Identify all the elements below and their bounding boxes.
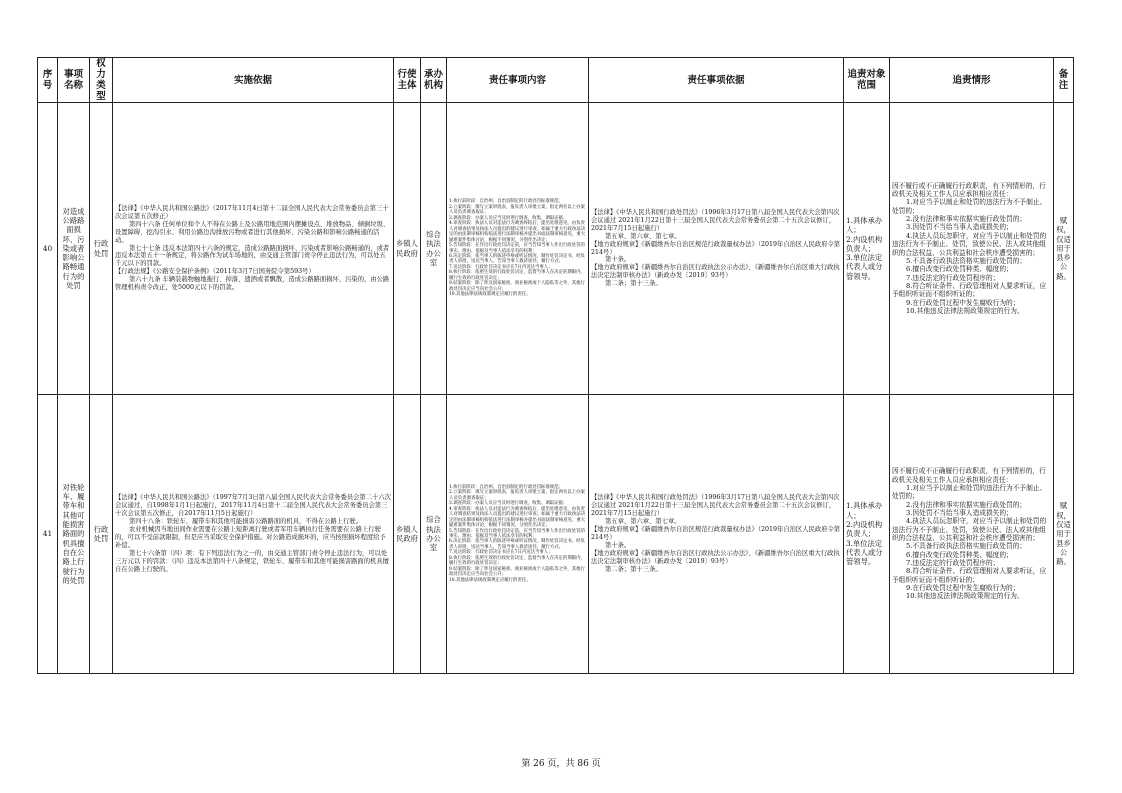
- liability-item: 1.对应当予以制止和处罚的违法行为不予制止、处罚的；: [892, 483, 1047, 501]
- liability-item: 2.没有法律和事实依据实施行政处罚的；: [906, 215, 1027, 224]
- target-text: 1.具体承办人； 2.内设机构负责人； 3.单位法定代表人或分管领导。: [846, 215, 883, 281]
- liability-item: 6.擅自改变行政处罚种类、幅度的；: [906, 550, 1013, 559]
- liability-item: 7.违反法定的行政处罚程序的；: [906, 273, 1000, 282]
- cell-target: [844, 103, 890, 395]
- cell-resp-content: [447, 395, 589, 674]
- table-row: [38, 103, 1074, 395]
- responsibility-table: [37, 57, 1074, 674]
- header-name: 事项名称: [58, 58, 90, 103]
- resp-basis-para: 第十条。: [605, 256, 631, 264]
- liability-item: 10.其他违反法律法规政策规定的行为。: [906, 592, 1024, 601]
- resp-step: 3.调查阶段：办案人员应当及时进行调查，收集、调取证据；: [449, 501, 568, 507]
- liability-item: 5.不具备行政执法资格实施行政处罚的；: [906, 542, 1027, 551]
- basis-para: 【法律】《中华人民共和国公路法》（2017年11月4日第十二届全国人民代表大会常务委员会第三十次会议第五次修正）: [115, 205, 389, 220]
- resp-step: 7.送达阶段：行政处罚决定书应在7日内送达当事人；: [449, 264, 553, 270]
- cell-org: 综合执法办公室: [421, 103, 447, 395]
- resp-step: 8.执行阶段：依照生效的行政处罚决定，监督当事人在决定的期限内，履行生效的行政处罚决定；: [449, 555, 585, 567]
- resp-step: 8.执行阶段：依照生效的行政处罚决定，监督当事人在决定的期限内，履行生效的行政处罚决定；: [449, 270, 585, 281]
- cell-power-type: 行政处罚: [90, 103, 113, 395]
- resp-step: 6.决定阶段：依当事人的陈述申辩或听证情况，制作处罚决定书，经负责人审批，送达当事人，告知当事人救济途径，履行方式；: [449, 539, 585, 550]
- resp-basis-para: 【法律】《中华人民共和国行政处罚法》（1996年3月17日第八届全国人民代表大会第四次会议通过 2021年1月22日第十三届全国人民代表大会常务委员会第二十五次会议修订，2021年7月15日起施行）: [591, 208, 840, 232]
- header-org: 承办机构: [421, 58, 447, 103]
- resp-step: 2.立案阶段：填写立案审批表，报负责人审批立案，指定两名以上办案人员负责调查取证；: [449, 204, 585, 216]
- basis-para: 【法律】《中华人民共和国公路法》（1997年7月3日第八届全国人民代表大会常务委员会第二十六次会议通过，自1998年1月1日起施行，2017年11月4日第十二届全国人民代表大会常务委员会第三十次会议第五次修正，自2017年11月5日起施行）: [115, 494, 391, 518]
- resp-step: 10.其他法律法规政策规定应履行的责任。: [449, 577, 531, 583]
- basis-para: 第六十九条 车辆装载物触地拖行、掉落、遗洒或者飘散，造成公路路面损坏、污染的，由公路管理机构责令改正，处5000元以下的罚款。: [115, 276, 390, 292]
- header-row: [38, 58, 1074, 103]
- resp-step: 7.送达阶段：行政处罚决定书应在7日内送达当事人；: [449, 550, 553, 556]
- resp-step: 5.告知阶段：在作出行政处罚决定前，应当告知当事人作出行政处罚的事实、理由、依据及当事人依法享有的权利；: [449, 243, 585, 254]
- cell-seq: 40: [38, 103, 58, 395]
- liability-item: 8.符合听证条件、行政管理相对人要求听证，应予组织听证而不组织听证的；: [892, 567, 1047, 584]
- cell-remark: 赋权，仅适用于县乡公路。: [1054, 103, 1074, 395]
- liability-item: 9.在行政处罚过程中发生腐败行为的；: [906, 298, 1020, 307]
- resp-step: 4.审查阶段：执法人员对违法行为调查终结后，提出处理意见，由负责人对调查结果及执法人员提出的建议进行审查；如属于重大行政执法决定的由法制审核机构依法进行法制审核并提出书面法制审核意见，重大疑难案件集体讨论，根据不同情况，分别作出决定；: [449, 221, 586, 243]
- cell-item-name: 对铁轮车、履带车和其他可能损害路面的机具擅自在公路上行驶行为的处罚: [58, 395, 90, 674]
- resp-basis-para: 【地方政府规章】《新疆维吾尔自治区规范行政裁量权办法》（2019年自治区人民政府令第214号）: [591, 240, 841, 256]
- resp-step: 10.其他法律法规政策规定应履行的责任。: [449, 292, 531, 298]
- table-row: [38, 395, 1074, 674]
- liability-item: 因不履行或不正确履行行政职责，有下列情形的，行政机关及相关工作人员应承担相应责任：: [892, 181, 1046, 199]
- resp-step: 4.审查阶段：执法人员对违法行为调查终结后，提出处理意见，由负责人对调查结果及执法人员提出的建议进行审查；如属于重大行政执法决定的由法制审核机构依法进行法制审核并提出书面法制审核意见，重大疑难案件集体讨论，根据不同情况，分别作出决定；: [449, 506, 586, 529]
- resp-step: 1.执行前阶段：自治州、自治县制定的行政处罚标准规范；: [449, 484, 563, 490]
- resp-basis-para: 【地方政府规章】《新疆维吾尔自治区行政执法公示办法》、《新疆维吾尔自治区重大行政执法决定法制审核办法》（新政办发〔2019〕93号）: [591, 549, 840, 565]
- header-target: 追责对象范围: [844, 58, 890, 103]
- resp-step: 5.告知阶段：在作出行政处罚决定前，应当告知当事人作出行政处罚的事实、理由、依据及当事人依法享有的权利；: [449, 528, 585, 539]
- header-resp-content: 责任事项内容: [447, 58, 589, 103]
- liability-item: 7.违反法定的行政处罚程序的；: [906, 559, 1000, 568]
- basis-para: 第四十六条 任何单位和个人不得在公路上及公路用地范围内摆摊设点、堆放物品、倾倒垃圾、设置障碍、挖沟引水、利用公路边沟排放污物或者进行其他损坏、污染公路和影响公路畅通的活动。: [115, 220, 390, 244]
- resp-step: 2.立案阶段：填写立案审批表，报负责人审批立案，指定两名以上办案人员负责调查取证；: [449, 490, 585, 501]
- liability-item: 1.对应当予以制止和处罚的违法行为不予制止、处罚的；: [892, 198, 1047, 215]
- liability-item: 4.执法人员玩忽职守，对应当予以制止和处罚的违法行为不予制止、处罚，致使公民、法人或其他组织的合法权益、公共利益和社会秩序遭受损害的；: [892, 517, 1047, 542]
- resp-basis-para: 【地方政府规章】《新疆维吾尔自治区规范行政裁量权办法》（2019年自治区人民政府令第214号）: [591, 526, 841, 541]
- resp-basis-para: 第二条；第十三条。: [605, 565, 662, 573]
- header-basis: 实施依据: [113, 58, 394, 103]
- resp-basis-para: 【地方政府规章】《新疆维吾尔自治区行政执法公示办法》、《新疆维吾尔自治区重大行政执法决定法制审核办法》（新政办发〔2019〕93号）: [591, 264, 840, 280]
- header-resp-basis: 责任事项依据: [589, 58, 844, 103]
- page-footer: 第 26 页，共 86 页: [521, 759, 601, 769]
- basis-para: 第七十六条第（四）项：有下列违法行为之一的，由交通主管部门责令停止违法行为，可以处三万元以下的罚款：（四）违反本法第四十八条规定，铁轮车、履带车和其他可能损害路面的机具擅自在公路上行驶的。: [115, 549, 389, 573]
- basis-para: 农业机械因当地田间作业需要在公路上短距离行驶或者军用车辆执行任务需要在公路上行驶的，可以不受前款限制，但是应当采取安全保护措施。对公路造成损坏的，应当按照损坏程度给予补偿。: [115, 526, 386, 549]
- header-liability: 追责情形: [890, 58, 1054, 103]
- cell-subject: 乡镇人民政府: [394, 395, 421, 674]
- basis-para: 【行政法规】《公路安全保护条例》（2011年3月7日国务院令第593号）: [115, 268, 315, 276]
- cell-org: 综合执法办公室: [421, 395, 447, 674]
- resp-basis-para: 【法律】《中华人民共和国行政处罚法》（1996年3月17日第八届全国人民代表大会第四次会议通过 2021年1月22日第十三届全国人民代表大会常务委员会第二十五次会议修订，2021年7月15日起施行）: [591, 494, 840, 518]
- cell-seq: 41: [38, 395, 58, 674]
- cell-target: [844, 395, 890, 674]
- header-seq: 序号: [38, 58, 58, 103]
- liability-item: 因不履行或不正确履行行政职责，有下列情形的，行政机关及相关工作人员应承担相应责任：: [892, 467, 1046, 484]
- cell-resp-content: [447, 103, 589, 395]
- resp-step: 9.结案阶段：除了涉及国家秘密、商业秘密或个人隐私等之外，其他行政处罚决定应当向社会公开；: [449, 566, 585, 578]
- resp-basis-para: 第十条。: [605, 541, 631, 549]
- cell-power-type: 行政处罚: [90, 395, 113, 674]
- resp-basis-para: 第五章、第六章、第七章。: [605, 232, 681, 240]
- liability-item: 3.因处罚不当给当事人造成损失的；: [906, 223, 1013, 232]
- cell-basis: [113, 103, 394, 395]
- resp-step: 9.结案阶段：除了涉及国家秘密、商业秘密或个人隐私等之外，其他行政处罚决定应当向社会公开；: [449, 281, 585, 292]
- resp-step: 6.决定阶段：依当事人的陈述申辩或听证情况，制作处罚决定书，经负责人审批，送达当事人，告知当事人救济途径，履行方式；: [449, 253, 585, 265]
- resp-basis-para: 第二条；第十三条。: [605, 280, 662, 288]
- liability-item: 4.执法人员玩忽职守，对应当予以制止和处罚的违法行为不予制止、处罚，致使公民、法人或其他组织的合法权益、公共利益和社会秩序遭受损害的；: [892, 231, 1047, 257]
- cell-basis: [113, 395, 394, 674]
- cell-subject: 乡镇人民政府: [394, 103, 421, 395]
- cell-liability: [890, 103, 1054, 395]
- liability-item: 6.擅自改变行政处罚种类、幅度的；: [906, 265, 1013, 274]
- header-subject: 行使主体: [394, 58, 421, 103]
- liability-item: 3.因处罚不当给当事人造成损失的；: [906, 508, 1013, 517]
- resp-step: 1.执行前阶段：自治州、自治县制定的行政处罚标准规范；: [449, 199, 563, 205]
- resp-step: 3.调查阶段：办案人员应当及时进行调查，收集、调取证据；: [449, 215, 568, 221]
- liability-item: 10.其他违反法律法规政策规定的行为。: [906, 306, 1024, 315]
- liability-item: 8.符合听证条件、行政管理相对人要求听证，应予组织听证而不组织听证的；: [892, 281, 1047, 299]
- header-remark: 备注: [1054, 58, 1074, 103]
- header-type: 权力类型: [90, 58, 113, 103]
- cell-resp-basis: [589, 103, 844, 395]
- liability-item: 9.在行政处罚过程中发生腐败行为的；: [906, 584, 1020, 593]
- basis-para: 第四十八条：铁轮车、履带车和其他可能损害公路路面的机具，不得在公路上行驶。: [129, 518, 362, 526]
- cell-item-name: 对造成公路路面损坏、污染或者影响公路畅通行为的处罚: [58, 103, 90, 395]
- cell-remark: 赋权，仅适用于县乡公路。: [1054, 395, 1074, 674]
- resp-basis-para: 第五章、第六章、第七章。: [605, 518, 681, 526]
- liability-item: 2.没有法律和事实依据实施行政处罚的；: [906, 500, 1027, 509]
- target-text: 1.具体承办人； 2.内设机构负责人； 3.单位法定代表人或分管领导。: [846, 501, 883, 567]
- liability-item: 5.不具备行政执法资格实施行政处罚的；: [906, 256, 1027, 265]
- basis-para: 第七十七条 违反本法第四十六条的规定，造成公路路面损坏、污染或者影响公路畅通的，或者违反本法第五十一条规定，将公路作为试车场地的，由交通主管部门责令停止违法行为，可以处五千元以下的罚款。: [115, 244, 390, 268]
- cell-resp-basis: [589, 395, 844, 674]
- cell-liability: [890, 395, 1054, 674]
